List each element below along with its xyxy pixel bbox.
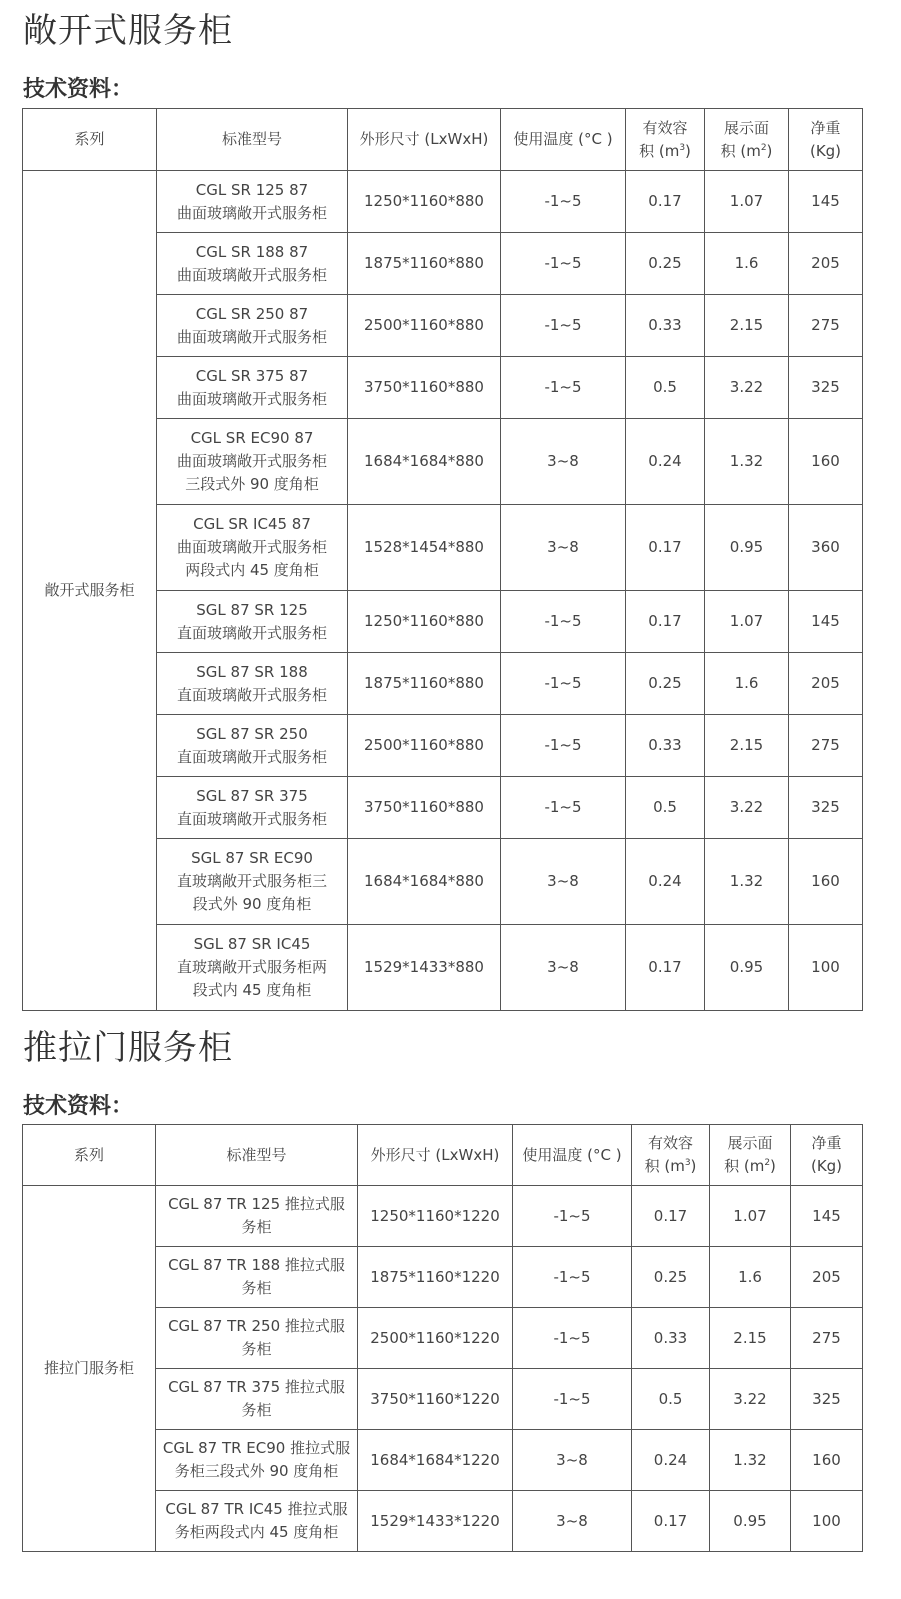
dims-cell: 2500*1160*1220	[358, 1308, 513, 1369]
area-cell: 1.32	[710, 1430, 791, 1491]
dims-cell: 1528*1454*880	[348, 505, 501, 591]
temp-cell: -1~5	[501, 777, 626, 839]
weight-cell: 160	[789, 839, 863, 925]
area-cell: 1.07	[705, 171, 789, 233]
model-cell: CGL 87 TR 188 推拉式服 务柜	[156, 1247, 358, 1308]
weight-cell: 100	[789, 925, 863, 1011]
area-cell: 2.15	[705, 715, 789, 777]
model-cell: CGL 87 TR IC45 推拉式服 务柜两段式内 45 度角柜	[156, 1491, 358, 1552]
temp-cell: 3~8	[513, 1491, 632, 1552]
temp-cell: -1~5	[513, 1369, 632, 1430]
temp-cell: -1~5	[501, 295, 626, 357]
model-cell: CGL SR EC90 87 曲面玻璃敞开式服务柜 三段式外 90 度角柜	[157, 419, 348, 505]
model-cell: SGL 87 SR IC45 直玻璃敞开式服务柜两 段式内 45 度角柜	[157, 925, 348, 1011]
volume-cell: 0.24	[626, 839, 705, 925]
volume-cell: 0.33	[626, 295, 705, 357]
series-cell: 推拉门服务柜	[23, 1186, 156, 1552]
weight-cell: 100	[791, 1491, 863, 1552]
dims-cell: 3750*1160*880	[348, 777, 501, 839]
model-cell: SGL 87 SR 375 直面玻璃敞开式服务柜	[157, 777, 348, 839]
model-cell: CGL 87 TR EC90 推拉式服 务柜三段式外 90 度角柜	[156, 1430, 358, 1491]
table-row	[23, 171, 863, 233]
area-cell: 0.95	[705, 505, 789, 591]
area-cell: 2.15	[705, 295, 789, 357]
volume-cell: 0.5	[632, 1369, 710, 1430]
dims-cell: 1875*1160*880	[348, 653, 501, 715]
header-weight: 净重 (Kg)	[791, 1125, 863, 1186]
dims-cell: 1250*1160*880	[348, 591, 501, 653]
dims-cell: 1529*1433*880	[348, 925, 501, 1011]
header-volume: 有效容 积 $(m^3)$	[632, 1125, 710, 1186]
header-volume: 有效容 积 $(m^3)$	[626, 109, 705, 171]
weight-cell: 145	[789, 591, 863, 653]
volume-cell: 0.24	[626, 419, 705, 505]
dims-cell: 1250*1160*880	[348, 171, 501, 233]
dims-cell: 3750*1160*880	[348, 357, 501, 419]
area-cell: 1.6	[705, 233, 789, 295]
temp-cell: -1~5	[501, 233, 626, 295]
area-cell: 0.95	[705, 925, 789, 1011]
temp-cell: 3~8	[501, 925, 626, 1011]
temp-cell: -1~5	[501, 171, 626, 233]
weight-cell: 205	[789, 653, 863, 715]
temp-cell: 3~8	[513, 1430, 632, 1491]
dims-cell: 1250*1160*1220	[358, 1186, 513, 1247]
header-series: 系列	[23, 1125, 156, 1186]
series-cell: 敞开式服务柜	[23, 171, 157, 1011]
weight-cell: 275	[791, 1308, 863, 1369]
weight-cell: 325	[789, 357, 863, 419]
volume-cell: 0.33	[632, 1308, 710, 1369]
volume-cell: 0.25	[626, 653, 705, 715]
header-area: 展示面 积 $(m^2)$	[710, 1125, 791, 1186]
volume-cell: 0.17	[626, 925, 705, 1011]
section2-title: 推拉门服务柜	[23, 1028, 233, 1068]
weight-cell: 325	[791, 1369, 863, 1430]
temp-cell: -1~5	[501, 591, 626, 653]
volume-cell: 0.17	[626, 171, 705, 233]
dims-cell: 1684*1684*880	[348, 839, 501, 925]
dims-cell: 1529*1433*1220	[358, 1491, 513, 1552]
volume-cell: 0.33	[626, 715, 705, 777]
spec-table-open	[22, 108, 863, 1011]
weight-cell: 160	[791, 1430, 863, 1491]
weight-cell: 275	[789, 295, 863, 357]
weight-cell: 325	[789, 777, 863, 839]
model-cell: CGL 87 TR 250 推拉式服 务柜	[156, 1308, 358, 1369]
weight-cell: 145	[791, 1186, 863, 1247]
temp-cell: 3~8	[501, 839, 626, 925]
temp-cell: -1~5	[513, 1308, 632, 1369]
area-cell: 3.22	[710, 1369, 791, 1430]
weight-cell: 275	[789, 715, 863, 777]
area-cell: 1.6	[705, 653, 789, 715]
header-temp: 使用温度 (°C )	[501, 109, 626, 171]
dims-cell: 2500*1160*880	[348, 295, 501, 357]
volume-cell: 0.17	[626, 591, 705, 653]
model-cell: CGL SR 125 87 曲面玻璃敞开式服务柜	[157, 171, 348, 233]
area-cell: 3.22	[705, 777, 789, 839]
model-cell: SGL 87 SR EC90 直玻璃敞开式服务柜三 段式外 90 度角柜	[157, 839, 348, 925]
area-cell: 1.07	[705, 591, 789, 653]
header-model: 标准型号	[156, 1125, 358, 1186]
volume-cell: 0.17	[626, 505, 705, 591]
dims-cell: 3750*1160*1220	[358, 1369, 513, 1430]
temp-cell: -1~5	[501, 653, 626, 715]
dims-cell: 2500*1160*880	[348, 715, 501, 777]
temp-cell: -1~5	[513, 1186, 632, 1247]
volume-cell: 0.25	[626, 233, 705, 295]
temp-cell: 3~8	[501, 419, 626, 505]
section2-subtitle: 技术资料：	[23, 1094, 134, 1119]
header-weight: 净重 (Kg)	[789, 109, 863, 171]
model-cell: CGL SR 250 87 曲面玻璃敞开式服务柜	[157, 295, 348, 357]
spec-table-sliding	[22, 1124, 863, 1552]
dims-cell: 1684*1684*1220	[358, 1430, 513, 1491]
weight-cell: 145	[789, 171, 863, 233]
temp-cell: -1~5	[501, 715, 626, 777]
volume-cell: 0.5	[626, 357, 705, 419]
area-cell: 2.15	[710, 1308, 791, 1369]
header-model: 标准型号	[157, 109, 348, 171]
volume-cell: 0.17	[632, 1491, 710, 1552]
header-temp: 使用温度 (°C )	[513, 1125, 632, 1186]
model-cell: SGL 87 SR 188 直面玻璃敞开式服务柜	[157, 653, 348, 715]
section1-title: 敞开式服务柜	[23, 11, 233, 51]
table-header-row	[23, 109, 863, 171]
temp-cell: 3~8	[501, 505, 626, 591]
dims-cell: 1875*1160*1220	[358, 1247, 513, 1308]
header-area: 展示面 积 $(m^2)$	[705, 109, 789, 171]
area-cell: 1.6	[710, 1247, 791, 1308]
area-cell: 1.07	[710, 1186, 791, 1247]
volume-cell: 0.5	[626, 777, 705, 839]
header-dims: 外形尺寸 (LxWxH)	[358, 1125, 513, 1186]
temp-cell: -1~5	[513, 1247, 632, 1308]
weight-cell: 160	[789, 419, 863, 505]
area-cell: 1.32	[705, 839, 789, 925]
model-cell: CGL SR 375 87 曲面玻璃敞开式服务柜	[157, 357, 348, 419]
model-cell: CGL SR IC45 87 曲面玻璃敞开式服务柜 两段式内 45 度角柜	[157, 505, 348, 591]
table-row	[23, 1186, 863, 1247]
temp-cell: -1~5	[501, 357, 626, 419]
table-header-row	[23, 1125, 863, 1186]
area-cell: 1.32	[705, 419, 789, 505]
dims-cell: 1684*1684*880	[348, 419, 501, 505]
volume-cell: 0.24	[632, 1430, 710, 1491]
model-cell: SGL 87 SR 250 直面玻璃敞开式服务柜	[157, 715, 348, 777]
weight-cell: 360	[789, 505, 863, 591]
volume-cell: 0.17	[632, 1186, 710, 1247]
weight-cell: 205	[791, 1247, 863, 1308]
header-series: 系列	[23, 109, 157, 171]
model-cell: CGL 87 TR 125 推拉式服 务柜	[156, 1186, 358, 1247]
header-dims: 外形尺寸 (LxWxH)	[348, 109, 501, 171]
weight-cell: 205	[789, 233, 863, 295]
model-cell: CGL 87 TR 375 推拉式服 务柜	[156, 1369, 358, 1430]
model-cell: SGL 87 SR 125 直面玻璃敞开式服务柜	[157, 591, 348, 653]
section1-subtitle: 技术资料：	[23, 77, 134, 102]
area-cell: 3.22	[705, 357, 789, 419]
model-cell: CGL SR 188 87 曲面玻璃敞开式服务柜	[157, 233, 348, 295]
area-cell: 0.95	[710, 1491, 791, 1552]
dims-cell: 1875*1160*880	[348, 233, 501, 295]
volume-cell: 0.25	[632, 1247, 710, 1308]
